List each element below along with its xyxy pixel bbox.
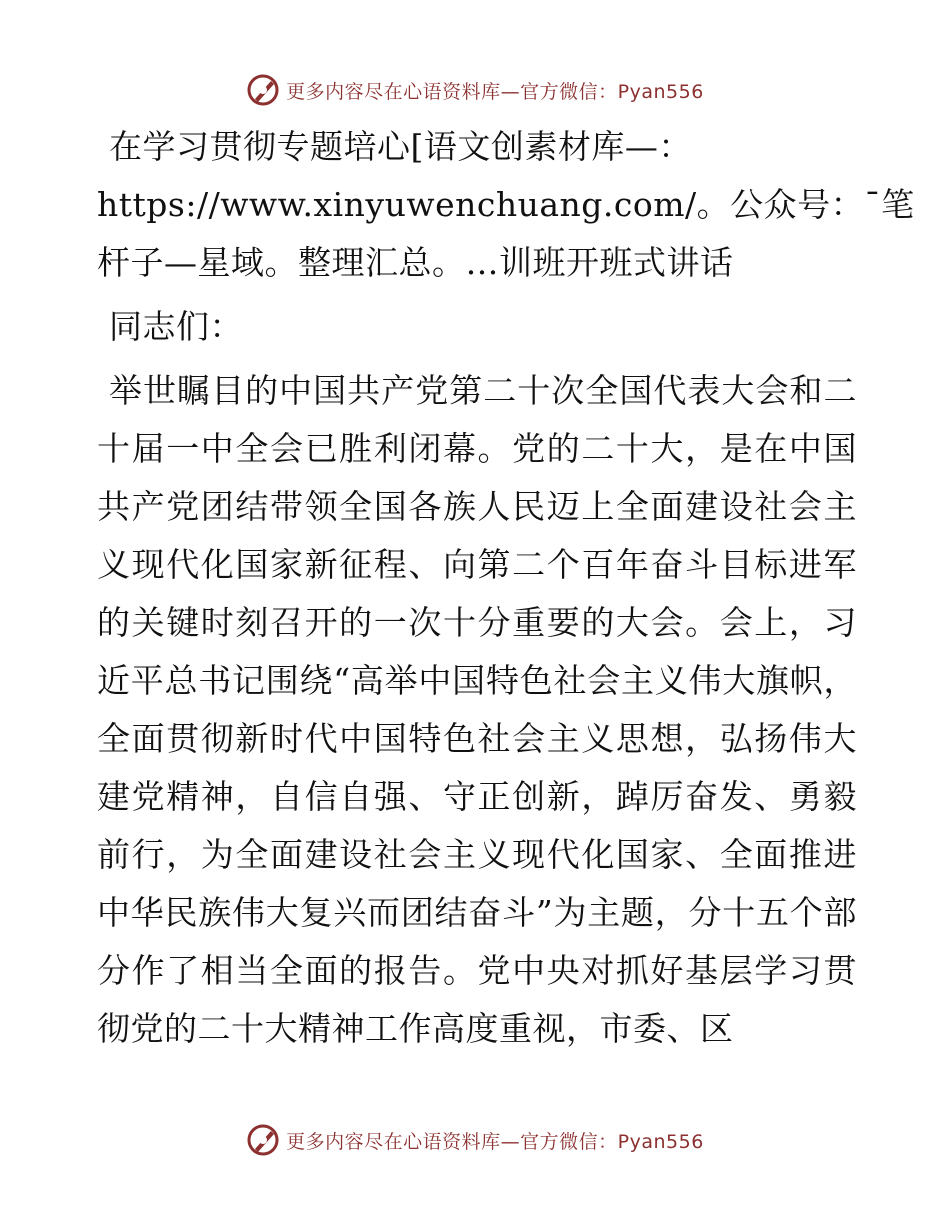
pen-logo-icon xyxy=(246,73,280,107)
title-line: 在学习贯彻专题培心[语文创素材库—： xyxy=(109,127,692,166)
watermark-text: 更多内容尽在心语资料库—官方微信：Pyan556 xyxy=(286,80,704,103)
watermark-text: 更多内容尽在心语资料库—官方微信：Pyan556 xyxy=(286,1130,704,1153)
title-line: https://www.xinyuwenchuang.com/。公众号：¯笔 xyxy=(97,185,915,224)
document-title xyxy=(97,118,915,292)
document-body xyxy=(97,118,915,1058)
salutation: 同志们： xyxy=(109,307,243,346)
body-paragraph: 举世瞩目的中国共产党第二十次全国代表大会和二十届一中全会已胜利闭幕。党的二十大，是在中国共产党团结带领全国各族人民迈上全面建设社会主义现代化国家新征程、向第二个百年奋斗目标进军的关键时刻召开的一次十分重要的大会。会上，习近平总书记围绕“高举中国特色社会主义伟大旗帜，全面贯彻新时代中国特色社会主义思想，弘扬伟大建党精神，自信自强、守正创新，踔厉奋发、勇毅前行，为全面建设社会主义现代化国家、全面推进中华民族伟大复兴而团结奋斗”为主题，分十五个部分作了相当全面的报告。党中央对抓好基层学习贯彻党的二十大精神工作高度重视，市委、区 xyxy=(97,371,857,1048)
pen-logo-icon xyxy=(246,1123,280,1157)
footer-watermark xyxy=(0,1122,950,1158)
title-line: 杆子—星域。整理汇总。…训班开班式讲话 xyxy=(97,243,734,282)
header-watermark xyxy=(0,72,950,108)
